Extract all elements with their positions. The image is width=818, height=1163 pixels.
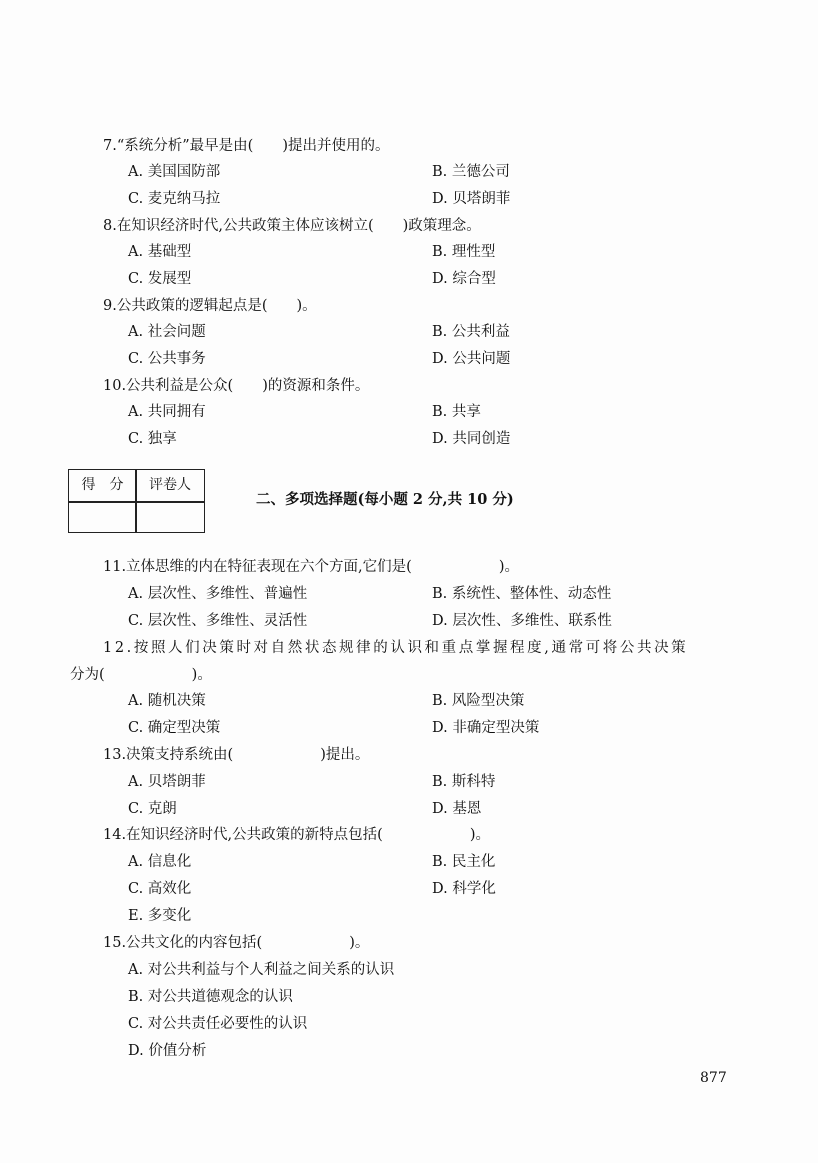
question-12-option-d: D. 非确定型决策 bbox=[432, 720, 540, 736]
question-7-option-b: B. 兰德公司 bbox=[432, 164, 510, 180]
question-12-stem: 12.按照人们决策时对自然状态规律的认识和重点掌握程度,通常可将公共决策 bbox=[103, 640, 689, 656]
question-7-option-c: C. 麦克纳马拉 bbox=[128, 191, 221, 207]
question-9-stem: 9.公共政策的逻辑起点是( )。 bbox=[103, 298, 317, 314]
question-8-option-d: D. 综合型 bbox=[432, 271, 496, 287]
question-7-option-a: A. 美国国防部 bbox=[128, 164, 221, 180]
question-9-option-d: D. 公共问题 bbox=[432, 351, 511, 367]
question-14-option-a: A. 信息化 bbox=[128, 854, 192, 870]
question-13-option-d: D. 基恩 bbox=[432, 801, 482, 817]
question-10-option-c: C. 独享 bbox=[128, 431, 177, 447]
question-9-option-a: A. 社会问题 bbox=[128, 324, 206, 340]
question-11-stem: 11.立体思维的内在特征表现在六个方面,它们是( )。 bbox=[103, 559, 519, 575]
question-10-option-b: B. 共享 bbox=[432, 404, 481, 420]
question-8-option-b: B. 理性型 bbox=[432, 244, 496, 260]
question-12-option-c: C. 确定型决策 bbox=[128, 720, 221, 736]
score-label: 得 分 bbox=[81, 477, 124, 493]
question-15-stem: 15.公共文化的内容包括( )。 bbox=[103, 935, 370, 951]
question-11-option-c: C. 层次性、多维性、灵活性 bbox=[128, 613, 308, 629]
question-15-option-a: A. 对公共利益与个人利益之间关系的认识 bbox=[128, 962, 395, 978]
question-11-option-d: D. 层次性、多维性、联系性 bbox=[432, 613, 612, 629]
question-14-option-b: B. 民主化 bbox=[432, 854, 496, 870]
question-12-option-a: A. 随机决策 bbox=[128, 693, 206, 709]
question-10-option-d: D. 共同创造 bbox=[432, 431, 511, 447]
grader-cell[interactable] bbox=[137, 503, 205, 531]
question-11-option-a: A. 层次性、多维性、普遍性 bbox=[128, 586, 308, 602]
question-14-option-c: C. 高效化 bbox=[128, 881, 192, 897]
question-10-option-a: A. 共同拥有 bbox=[128, 404, 206, 420]
question-7-stem: 7.“系统分析”最早是由( )提出并使用的。 bbox=[103, 138, 390, 154]
page-number: 877 bbox=[700, 1070, 727, 1086]
question-13-option-b: B. 斯科特 bbox=[432, 774, 496, 790]
question-8-option-c: C. 发展型 bbox=[128, 271, 192, 287]
question-9-option-b: B. 公共利益 bbox=[432, 324, 510, 340]
question-10-stem: 10.公共利益是公众( )的资源和条件。 bbox=[103, 378, 370, 394]
question-15-option-d: D. 价值分析 bbox=[128, 1043, 207, 1059]
score-cell[interactable] bbox=[69, 503, 135, 531]
question-14-stem: 14.在知识经济时代,公共政策的新特点包括( )。 bbox=[103, 827, 490, 843]
question-12-stem-continued: 分为( )。 bbox=[70, 667, 212, 683]
score-box bbox=[68, 469, 205, 533]
question-13-option-c: C. 克朗 bbox=[128, 801, 177, 817]
question-13-stem: 13.决策支持系统由( )提出。 bbox=[103, 747, 370, 763]
question-9-option-c: C. 公共事务 bbox=[128, 351, 206, 367]
question-15-option-b: B. 对公共道德观念的认识 bbox=[128, 989, 293, 1005]
question-13-option-a: A. 贝塔朗菲 bbox=[128, 774, 206, 790]
question-8-option-a: A. 基础型 bbox=[128, 244, 192, 260]
section-2-title: 二、多项选择题(每小题 2 分,共 10 分) bbox=[256, 491, 514, 508]
question-12-option-b: B. 风险型决策 bbox=[432, 693, 525, 709]
grader-label: 评卷人 bbox=[149, 477, 191, 493]
question-14-option-d: D. 科学化 bbox=[432, 881, 496, 897]
question-7-option-d: D. 贝塔朗菲 bbox=[432, 191, 511, 207]
question-15-option-c: C. 对公共责任必要性的认识 bbox=[128, 1016, 308, 1032]
question-8-stem: 8.在知识经济时代,公共政策主体应该树立( )政策理念。 bbox=[103, 218, 481, 234]
question-11-option-b: B. 系统性、整体性、动态性 bbox=[432, 586, 612, 602]
question-14-option-e: E. 多变化 bbox=[128, 908, 192, 924]
